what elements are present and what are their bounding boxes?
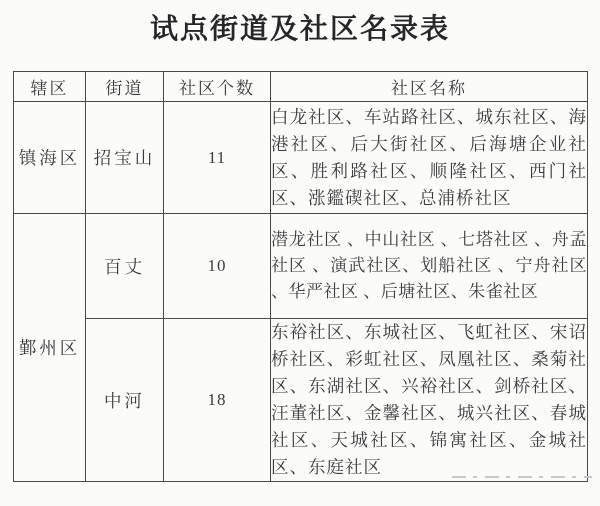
count-cell-baizhang: 10 [164, 214, 271, 319]
table-row-zhonghe [14, 319, 588, 482]
communities-cell-baizhang: 潜龙社区 、中山社区 、七塔社区 、舟孟社区 、演武社区、划船社区 、宁舟社区 、华严社区 、后塘社区、朱雀社区 [271, 214, 588, 319]
header-cell-names: 社区名称 [271, 72, 588, 102]
count-cell-zhonghe: 18 [164, 319, 271, 482]
header-cell-count: 社区个数 [164, 72, 271, 102]
table-row-zhaobaoshan [14, 102, 588, 214]
directory-table [13, 71, 588, 482]
street-cell-baizhang: 百丈 [86, 214, 164, 319]
header-cell-street: 街道 [86, 72, 164, 102]
header-row [14, 72, 588, 102]
scan-artifact-dashes [452, 476, 592, 478]
communities-cell-zhaobaoshan: 白龙社区、车站路社区、城东社区、海港社区、后大街社区、后海塘企业社区、胜利路社区、顺隆社区、西门社区、涨鑑碶社区、总浦桥社区 [271, 102, 588, 214]
district-cell-zhenhai: 镇海区 [14, 102, 86, 214]
street-cell-zhaobaoshan: 招宝山 [86, 102, 164, 214]
header-cell-district: 辖区 [14, 72, 86, 102]
communities-cell-zhonghe: 东裕社区、东城社区、飞虹社区、宋诏桥社区、彩虹社区、凤凰社区、桑菊社区、东湖社区、兴裕社区、剑桥社区、汪董社区、金馨社区、城兴社区、春城社区、天城社区、锦寓社区、金城社区、东庭社区 [271, 319, 588, 482]
district-cell-yinzhou: 鄞州区 [14, 214, 86, 482]
table-row-baizhang [14, 214, 588, 319]
count-cell-zhaobaoshan: 11 [164, 102, 271, 214]
street-cell-zhonghe: 中河 [86, 319, 164, 482]
page-title: 试点街道及社区名录表 [149, 14, 450, 45]
